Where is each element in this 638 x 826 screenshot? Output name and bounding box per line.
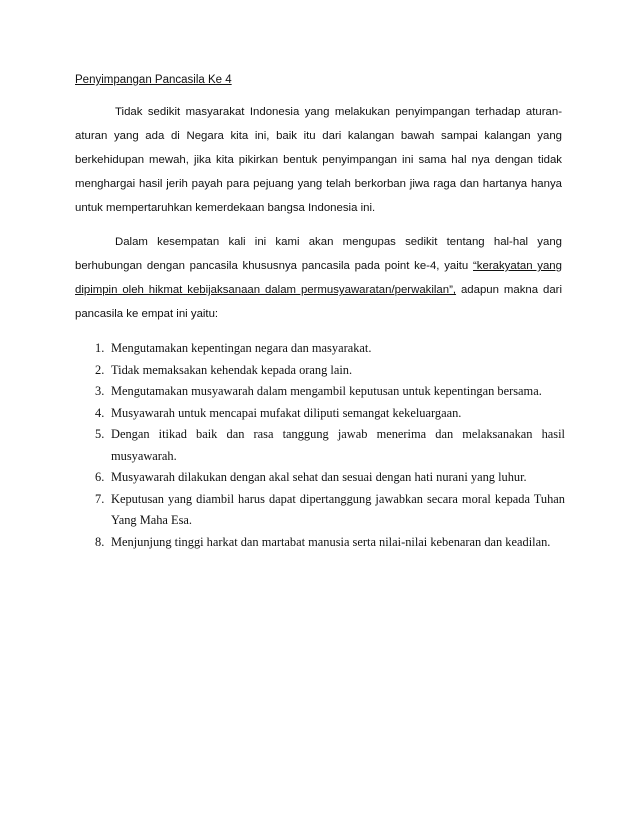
list-item-text: Musyawarah dilakukan dengan akal sehat dan sesuai dengan hati nurani yang luhur.: [111, 470, 527, 484]
list-item-text: Keputusan yang diambil harus dapat dipertanggung jawabkan secara moral kepada Tuhan Yang Maha Esa.: [111, 491, 565, 527]
paragraph-1: Tidak sedikit masyarakat Indonesia yang melakukan penyimpangan terhadap aturan-aturan yang ada di Negara kita ini, baik itu dari kalangan bawah sampai kalangan yang berkehidupan mewah, jika kita pikirkan bentuk penyimpangan ini sama hal nya dengan tidak menghargai hasil jerih payah para pejuang yang telah berkorban jiwa raga dan hartanya hanya untuk mempertaruhkan kemerdekaan bangsa Indonesia ini.: [75, 106, 562, 214]
list-item-number: 6.: [95, 470, 105, 484]
list-item-text: Mengutamakan musyawarah dalam mengambil keputusan untuk kepentingan bersama.: [111, 384, 542, 398]
list-item-number: 3.: [95, 384, 105, 398]
list-item-number: 5.: [95, 427, 105, 441]
list-item-number: 2.: [95, 362, 105, 377]
list-item-number: 4.: [95, 405, 105, 420]
list-item: [75, 424, 565, 467]
list-item-text: Menjunjung tinggi harkat dan martabat manusia serta nilai-nilai kebenaran dan keadilan.: [111, 534, 551, 549]
numbered-list: [75, 338, 565, 553]
list-item: [75, 489, 565, 532]
paragraph-2-intro: Dalam kesempatan kali ini kami akan mengupas sedikit tentang hal-hal yang berhubungan dengan pancasila khususnya pancasila pada point ke-4, yaitu: [75, 236, 562, 272]
list-item: [75, 360, 565, 382]
sila-quote: “kerakyatan yang dipimpin oleh hikmat kebijaksanaan dalam permusyawaratan/perwakilan”,: [75, 260, 562, 296]
list-item-text: Dengan itikad baik dan rasa tanggung jawab menerima dan melaksanakan hasil musyawarah.: [111, 427, 565, 463]
list-item: [75, 381, 565, 403]
document-title: Penyimpangan Pancasila Ke 4: [75, 74, 232, 86]
list-item-number: 8.: [95, 534, 105, 549]
list-item-number: 7.: [95, 491, 105, 506]
list-item-text: Tidak memaksakan kehendak kepada orang lain.: [111, 362, 353, 377]
list-item: [75, 467, 565, 489]
paragraph-2-end: adapun makna dari pancasila ke empat ini yaitu:: [75, 284, 562, 320]
list-item: [75, 403, 565, 425]
list-item-text: Musyawarah untuk mencapai mufakat diliputi semangat kekeluargaan.: [111, 405, 462, 420]
list-item-number: 1.: [95, 341, 105, 355]
list-item-text: Mengutamakan kepentingan negara dan masyarakat.: [111, 341, 372, 355]
list-item: [75, 532, 565, 554]
list-item: [75, 338, 565, 360]
paragraph-2: [75, 230, 562, 326]
